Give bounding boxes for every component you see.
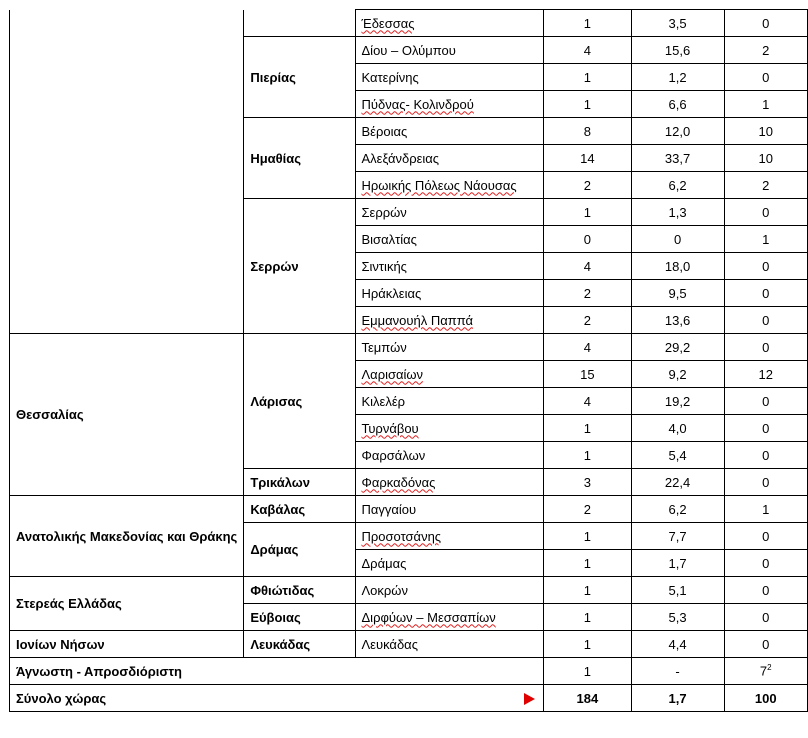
municipality-cell <box>355 523 544 550</box>
rate-cell-text: 1,3 <box>668 204 687 220</box>
percent-cell-text: 10 <box>758 123 773 139</box>
municipality-cell <box>355 442 544 469</box>
municipality-cell-text: Δίου – Ολύμπου <box>361 42 456 58</box>
percent-cell-text: 0 <box>762 258 770 274</box>
cases-cell-text: 1 <box>583 420 592 436</box>
table-row <box>10 631 808 658</box>
rate-cell <box>631 145 724 172</box>
rate-cell <box>631 307 724 334</box>
prefecture-cell <box>244 199 355 334</box>
percent-cell-text: 0 <box>762 285 770 301</box>
cases-cell <box>544 172 631 199</box>
region-cell-text: Στερεάς Ελλάδας <box>16 596 122 611</box>
cases-cell <box>544 253 631 280</box>
rate-cell <box>631 550 724 577</box>
cases-cell <box>544 10 631 37</box>
prefecture-cell-text: Εύβοιας <box>250 609 301 625</box>
prefecture-cell-text: Δράμας <box>250 542 299 557</box>
cases-cell <box>544 442 631 469</box>
municipality-cell <box>355 64 544 91</box>
rate-cell-text: 18,0 <box>664 258 691 274</box>
municipality-cell-text: Διρφύων – Μεσσαπίων <box>361 609 496 625</box>
rate-cell <box>631 199 724 226</box>
cases-cell <box>544 280 631 307</box>
table-body <box>10 10 808 712</box>
rate-cell-text: 5,1 <box>668 582 687 598</box>
rate-cell-text: 1,2 <box>668 69 687 85</box>
cases-cell <box>544 415 631 442</box>
municipality-cell-text: Εμμανουήλ Παππά <box>361 312 474 328</box>
unknown-rate-cell-text: - <box>675 663 680 679</box>
table-row <box>10 577 808 604</box>
percent-cell-text: 0 <box>762 528 770 544</box>
percent-cell-text: 0 <box>762 636 770 652</box>
prefecture-cell <box>244 469 355 496</box>
municipality-cell <box>355 307 544 334</box>
percent-cell <box>724 64 807 91</box>
percent-cell-text: 0 <box>762 204 770 220</box>
prefecture-cell-text: Τρικάλων <box>250 474 310 490</box>
prefecture-cell <box>244 523 355 577</box>
region-cell <box>10 577 244 631</box>
cases-cell <box>544 307 631 334</box>
cases-cell-text: 4 <box>583 42 592 58</box>
rate-cell-text: 1,7 <box>668 555 687 571</box>
cases-cell <box>544 496 631 523</box>
cases-cell-text: 1 <box>583 447 592 463</box>
rate-cell <box>631 388 724 415</box>
cases-cell-text: 1 <box>583 636 592 652</box>
rate-cell <box>631 37 724 64</box>
cases-cell-text: 2 <box>583 177 592 193</box>
rate-cell <box>631 253 724 280</box>
rate-cell <box>631 64 724 91</box>
municipality-cell-text: Πύδνας- Κολινδρού <box>361 96 474 112</box>
municipality-cell <box>355 469 544 496</box>
rate-cell-text: 19,2 <box>664 393 691 409</box>
percent-cell-text: 0 <box>762 69 770 85</box>
percent-cell <box>724 145 807 172</box>
municipality-cell <box>355 577 544 604</box>
percent-cell <box>724 442 807 469</box>
municipality-cell <box>355 496 544 523</box>
municipality-cell <box>355 280 544 307</box>
prefecture-cell-text: Φθιώτιδας <box>250 582 315 598</box>
rate-cell-text: 6,2 <box>668 177 687 193</box>
municipality-cell-text: Τυρνάβου <box>361 420 419 436</box>
prefecture-cell-text: Καβάλας <box>250 501 306 517</box>
prefecture-cell <box>244 37 355 118</box>
municipality-cell-text: Προσοτσάνης <box>361 528 442 544</box>
percent-cell-text: 12 <box>758 366 773 382</box>
percent-cell-text: 0 <box>762 393 770 409</box>
rate-cell-text: 9,5 <box>668 285 687 301</box>
municipality-cell <box>355 604 544 631</box>
percent-cell <box>724 334 807 361</box>
red-arrow-icon <box>524 693 535 705</box>
percent-cell-text: 0 <box>762 609 770 625</box>
rate-cell-text: 4,4 <box>668 636 687 652</box>
municipality-cell-text: Κατερίνης <box>361 69 419 85</box>
rate-cell <box>631 226 724 253</box>
cases-cell-text: 2 <box>583 285 592 301</box>
total-row <box>10 685 808 712</box>
municipality-cell <box>355 172 544 199</box>
table-row <box>10 10 808 37</box>
percent-cell <box>724 280 807 307</box>
percent-cell <box>724 91 807 118</box>
prefecture-cell-text: Λάρισας <box>250 393 303 409</box>
rate-cell-text: 5,3 <box>668 609 687 625</box>
rate-cell-text: 4,0 <box>668 420 687 436</box>
cases-cell-text: 3 <box>583 474 592 490</box>
rate-cell-text: 6,6 <box>668 96 687 112</box>
municipality-cell-text: Σιντικής <box>361 258 407 274</box>
percent-cell-text: 0 <box>762 420 770 436</box>
municipality-cell <box>355 361 544 388</box>
rate-cell <box>631 604 724 631</box>
region-cell-text: Ιονίων Νήσων <box>16 636 105 652</box>
region-cell-text: Ανατολικής Μακεδονίας και Θράκης <box>16 528 238 544</box>
percent-cell <box>724 10 807 37</box>
percent-cell-text: 10 <box>758 150 773 166</box>
rate-cell-text: 29,2 <box>664 339 691 355</box>
municipality-cell <box>355 37 544 64</box>
region-cell <box>10 10 244 334</box>
cases-cell <box>544 118 631 145</box>
municipality-cell-text: Έδεσσας <box>361 15 415 31</box>
rate-cell <box>631 10 724 37</box>
municipality-cell <box>355 415 544 442</box>
municipality-cell <box>355 631 544 658</box>
cases-cell <box>544 604 631 631</box>
municipality-cell <box>355 334 544 361</box>
cases-cell <box>544 577 631 604</box>
cases-cell <box>544 226 631 253</box>
total-rate-cell-text: 1,7 <box>668 690 687 706</box>
percent-cell <box>724 199 807 226</box>
percent-cell <box>724 415 807 442</box>
municipality-cell-text: Φαρκαδόνας <box>361 474 436 490</box>
cases-cell <box>544 361 631 388</box>
percent-cell <box>724 496 807 523</box>
prefecture-cell <box>244 631 355 658</box>
rate-cell-text: 0 <box>673 231 682 247</box>
rate-cell <box>631 91 724 118</box>
municipality-cell <box>355 10 544 37</box>
prefecture-cell-text: Σερρών <box>250 258 299 274</box>
cases-cell <box>544 64 631 91</box>
cases-cell-text: 4 <box>583 258 592 274</box>
unknown-label-cell <box>10 658 544 685</box>
municipality-cell-text: Παγγαίου <box>361 501 417 517</box>
unknown-label-cell-text: Άγνωστη - Απροσδιόριστη <box>16 663 182 679</box>
cases-cell-text: 1 <box>583 15 592 31</box>
unknown-percent-cell-text: 7 <box>759 663 768 679</box>
municipality-cell <box>355 226 544 253</box>
municipality-cell <box>355 388 544 415</box>
rate-cell <box>631 334 724 361</box>
municipality-cell-text: Λευκάδας <box>361 636 418 652</box>
cases-cell <box>544 37 631 64</box>
cases-cell-text: 1 <box>583 582 592 598</box>
total-percent-cell-text: 100 <box>754 690 777 706</box>
prefecture-cell-text: Λευκάδας <box>250 636 311 652</box>
unknown-rate-cell <box>631 658 724 685</box>
rate-cell <box>631 469 724 496</box>
cases-cell-text: 15 <box>580 366 595 382</box>
cases-cell-text: 0 <box>583 231 592 247</box>
percent-cell-text: 1 <box>762 501 770 517</box>
cases-cell-text: 2 <box>583 312 592 328</box>
cases-cell-text: 1 <box>583 69 592 85</box>
municipality-cell <box>355 118 544 145</box>
rate-cell-text: 9,2 <box>668 366 687 382</box>
rate-cell <box>631 577 724 604</box>
unknown-cases-cell <box>544 658 631 685</box>
rate-cell <box>631 172 724 199</box>
percent-cell <box>724 253 807 280</box>
unknown-row <box>10 658 808 685</box>
percent-cell-text: 1 <box>762 96 770 112</box>
percent-cell <box>724 388 807 415</box>
cases-cell-text: 1 <box>583 609 592 625</box>
prefecture-cell-text: Ημαθίας <box>250 150 302 166</box>
percent-cell <box>724 118 807 145</box>
rate-cell-text: 15,6 <box>664 42 691 58</box>
cases-cell-text: 1 <box>583 555 592 571</box>
percent-cell-text: 0 <box>762 474 770 490</box>
total-rate-cell <box>631 685 724 712</box>
rate-cell <box>631 415 724 442</box>
prefecture-cell <box>244 577 355 604</box>
cases-cell-text: 1 <box>583 528 592 544</box>
percent-cell-text: 2 <box>762 42 770 58</box>
table-row <box>10 496 808 523</box>
municipality-cell-text: Σερρών <box>361 204 407 220</box>
cases-cell <box>544 523 631 550</box>
unknown-percent-cell <box>724 658 807 685</box>
cases-cell-text: 1 <box>583 96 592 112</box>
municipality-cell-text: Κιλελέρ <box>361 393 406 409</box>
prefecture-cell-text: Πιερίας <box>250 69 296 85</box>
rate-cell <box>631 496 724 523</box>
percent-cell <box>724 550 807 577</box>
percent-cell-text: 0 <box>762 582 770 598</box>
municipality-cell-text: Φαρσάλων <box>361 447 426 463</box>
footnote-marker: 2 <box>767 663 772 673</box>
rate-cell-text: 12,0 <box>664 123 691 139</box>
percent-cell <box>724 604 807 631</box>
prefecture-cell <box>244 496 355 523</box>
percent-cell <box>724 37 807 64</box>
municipality-cell-text: Αλεξάνδρειας <box>361 150 440 166</box>
municipality-cell <box>355 253 544 280</box>
municipality-cell-text: Λοκρών <box>361 582 408 598</box>
municipality-cell-text: Ηράκλειας <box>361 285 422 301</box>
percent-cell <box>724 523 807 550</box>
rate-cell-text: 3,5 <box>668 15 687 31</box>
table-row <box>10 334 808 361</box>
percent-cell-text: 0 <box>762 447 770 463</box>
percent-cell <box>724 469 807 496</box>
total-label-cell-text: Σύνολο χώρας <box>16 690 107 706</box>
municipality-cell <box>355 91 544 118</box>
region-cell <box>10 496 244 577</box>
municipality-cell-text: Λαρισαίων <box>361 366 424 382</box>
cases-cell <box>544 388 631 415</box>
rate-cell <box>631 118 724 145</box>
rate-cell-text: 22,4 <box>664 474 691 490</box>
municipality-cell-text: Δράμας <box>361 555 407 571</box>
prefecture-cell <box>244 334 355 469</box>
percent-cell <box>724 307 807 334</box>
rate-cell-text: 5,4 <box>668 447 687 463</box>
rate-cell-text: 33,7 <box>664 150 691 166</box>
prefecture-cell <box>244 10 355 37</box>
percent-cell-text: 1 <box>762 231 770 247</box>
region-cell <box>10 334 244 496</box>
cases-cell <box>544 334 631 361</box>
rate-cell-text: 13,6 <box>664 312 691 328</box>
rate-cell <box>631 280 724 307</box>
municipality-cell-text: Τεμπών <box>361 339 407 355</box>
percent-cell <box>724 631 807 658</box>
percent-cell-text: 0 <box>762 555 770 571</box>
region-cell-text: Θεσσαλίας <box>16 407 84 422</box>
rate-cell <box>631 442 724 469</box>
region-cell <box>10 631 244 658</box>
prefecture-cell <box>244 604 355 631</box>
rate-cell <box>631 361 724 388</box>
percent-cell <box>724 577 807 604</box>
unknown-cases-cell-text: 1 <box>583 663 592 679</box>
municipality-cell <box>355 550 544 577</box>
municipality-cell <box>355 199 544 226</box>
cases-cell <box>544 631 631 658</box>
total-cases-cell <box>544 685 631 712</box>
percent-cell-text: 0 <box>762 339 770 355</box>
percent-cell <box>724 361 807 388</box>
cases-cell-text: 14 <box>580 150 595 166</box>
percent-cell-text: 2 <box>762 177 770 193</box>
cases-cell <box>544 550 631 577</box>
data-table <box>9 9 808 712</box>
total-label-cell <box>10 685 544 712</box>
cases-cell-text: 1 <box>583 204 592 220</box>
percent-cell <box>724 172 807 199</box>
rate-cell <box>631 523 724 550</box>
cases-cell-text: 8 <box>583 123 592 139</box>
cases-cell-text: 4 <box>583 393 592 409</box>
cases-cell-text: 2 <box>583 501 592 517</box>
percent-cell-text: 0 <box>762 15 770 31</box>
rate-cell <box>631 631 724 658</box>
percent-cell <box>724 226 807 253</box>
rate-cell-text: 6,2 <box>668 501 687 517</box>
municipality-cell-text: Ηρωικής Πόλεως Νάουσας <box>361 177 517 193</box>
rate-cell-text: 7,7 <box>668 528 687 544</box>
cases-cell <box>544 469 631 496</box>
municipality-cell <box>355 145 544 172</box>
municipality-cell-text: Βέροιας <box>361 123 408 139</box>
prefecture-cell <box>244 118 355 199</box>
total-cases-cell-text: 184 <box>576 690 599 706</box>
cases-cell <box>544 145 631 172</box>
percent-cell-text: 0 <box>762 312 770 328</box>
cases-cell <box>544 91 631 118</box>
total-percent-cell <box>724 685 807 712</box>
cases-cell-text: 4 <box>583 339 592 355</box>
cases-cell <box>544 199 631 226</box>
municipality-cell-text: Βισαλτίας <box>361 231 417 247</box>
